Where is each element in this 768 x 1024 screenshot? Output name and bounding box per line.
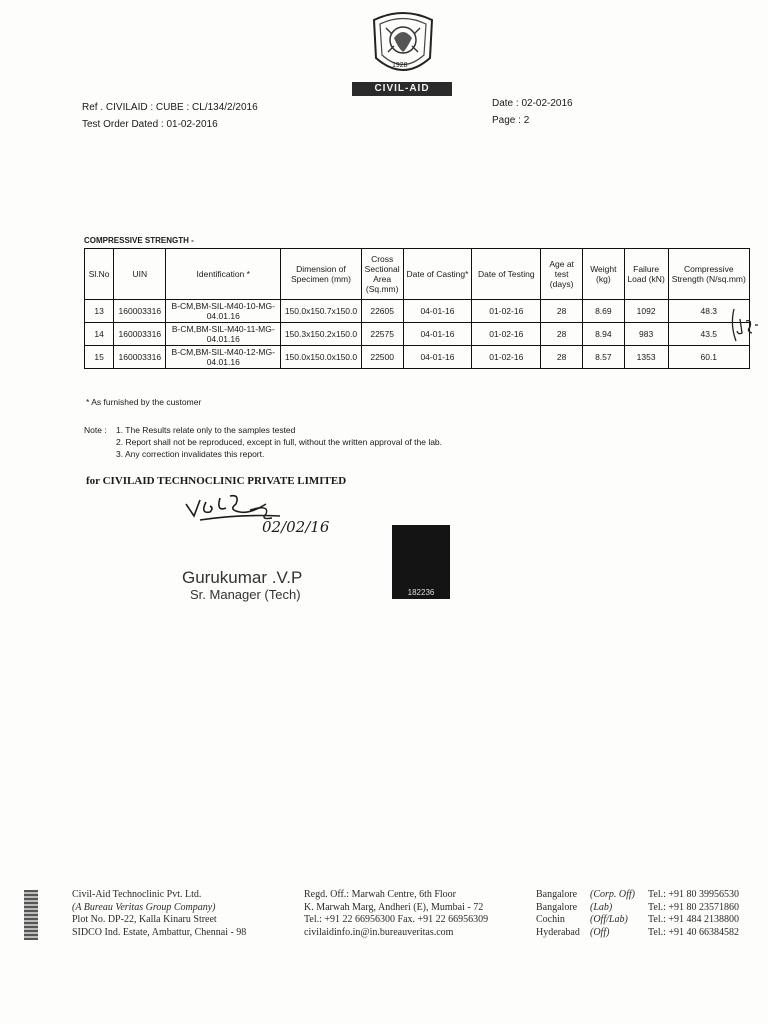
branch-row [536,927,762,940]
col-header-strength: Compressive Strength (N/sq.mm) [668,249,749,300]
cell-failure-load: 1353 [624,346,668,369]
cell-age: 28 [541,323,583,346]
lab-stamp [392,525,450,599]
cell-identification: B-CM,BM-SIL-M40-11-MG-04.01.16 [166,323,281,346]
margin-initials-mark [728,305,762,345]
cell-testing-date: 01-02-16 [472,300,541,323]
branch-type: (Corp. Off) [590,889,635,900]
col-header-age: Age at test (days) [541,249,583,300]
footer-line: Regd. Off.: Marwah Centre, 6th Floor [304,889,457,900]
branch-city: Bangalore [536,901,578,913]
cell-strength: 43.5 [668,323,749,346]
footer-line: civilaidinfo.in@in.bureauveritas.com [304,926,454,938]
footer-line: Tel.: +91 22 66956300 Fax. +91 22 66956309 [304,914,489,925]
footer-line: Plot No. DP-22, Kalla Kinaru Street [72,914,217,925]
branch-type: (Off) [590,926,610,938]
branch-city: Cochin [536,914,565,925]
footer-line: SIDCO Ind. Estate, Ambattur, Chennai - 98 [72,926,247,938]
cell-identification: B-CM,BM-SIL-M40-12-MG-04.01.16 [166,346,281,369]
branch-type: (Off/Lab) [590,914,628,925]
cell-weight: 8.69 [582,300,624,323]
footer-branches [536,889,762,939]
signatory-name: Gurukumar .V.P [182,568,303,587]
branch-type: (Lab) [590,901,613,913]
col-header-dimension: Dimension of Specimen (mm) [281,249,362,300]
cell-uin: 160003316 [114,346,166,369]
cell-dimension: 150.0x150.7x150.0 [281,300,362,323]
col-header-failure-load: Failure Load (kN) [624,249,668,300]
cell-area: 22500 [361,346,403,369]
branch-row [536,914,762,927]
results-table [84,248,750,369]
branch-tel: Tel.: +91 80 39956530 [648,889,740,900]
cell-slno: 15 [85,346,114,369]
cell-casting-date: 04-01-16 [403,300,472,323]
seal-year: 1928 [392,62,408,69]
cell-age: 28 [541,346,583,369]
cell-casting-date: 04-01-16 [403,323,472,346]
branch-tel: Tel.: +91 80 23571860 [648,901,740,913]
footer-barcode-strip [24,890,38,940]
branch-tel: Tel.: +91 484 2138800 [648,914,740,925]
cell-uin: 160003316 [114,300,166,323]
col-header-identification: Identification * [166,249,281,300]
reference-number: Ref . CIVILAID : CUBE : CL/134/2/2016 [82,102,258,113]
test-order-date: Test Order Dated : 01-02-2016 [82,119,218,130]
cell-slno: 13 [85,300,114,323]
cell-dimension: 150.3x150.2x150.0 [281,323,362,346]
footer-line: Civil-Aid Technoclinic Pvt. Ltd. [72,889,202,900]
footer-address-col1 [72,889,246,939]
cell-uin: 160003316 [114,323,166,346]
report-date: Date : 02-02-2016 [492,98,573,109]
cell-testing-date: 01-02-16 [472,346,541,369]
col-header-testing-date: Date of Testing [472,249,541,300]
footer-line: K. Marwah Marg, Andheri (E), Mumbai - 72 [304,901,484,913]
col-header-area: Cross Sectional Area (Sq.mm) [361,249,403,300]
footer-line: (A Bureau Veritas Group Company) [72,901,216,913]
signature-date: 02/02/16 [262,518,330,536]
branch-row [536,902,762,915]
page-number: Page : 2 [492,115,530,126]
cell-area: 22605 [361,300,403,323]
cell-failure-load: 983 [624,323,668,346]
table-row [85,323,750,346]
table-row [85,346,750,369]
signatory-title: Sr. Manager (Tech) [190,587,301,602]
note-item: 1. The Results relate only to the samples tested [116,425,296,435]
company-signoff: for CIVILAID TECHNOCLINIC PRIVATE LIMITED [86,475,347,487]
col-header-casting-date: Date of Casting* [403,249,472,300]
cell-weight: 8.57 [582,346,624,369]
branch-tel: Tel.: +91 40 66384582 [648,926,740,938]
company-seal-logo [366,8,440,80]
branch-city: Bangalore [536,889,578,900]
cell-failure-load: 1092 [624,300,668,323]
col-header-weight: Weight (kg) [582,249,624,300]
cell-strength: 60.1 [668,346,749,369]
note-item: 3. Any correction invalidates this report. [116,449,265,459]
cell-casting-date: 04-01-16 [403,346,472,369]
cell-dimension: 150.0x150.0x150.0 [281,346,362,369]
brand-name: CIVIL-AID [352,82,452,96]
footer-address-col2 [304,889,488,939]
stamp-number: 182236 [407,588,435,597]
cell-testing-date: 01-02-16 [472,323,541,346]
table-row [85,300,750,323]
notes-label: Note : [84,425,107,435]
cell-slno: 14 [85,323,114,346]
cell-strength: 48.3 [668,300,749,323]
col-header-slno: Sl.No [85,249,114,300]
table-header-row [85,249,750,300]
furnished-note: * As furnished by the customer [86,397,202,407]
note-item: 2. Report shall not be reproduced, except in full, without the written approval of the lab. [116,437,443,447]
branch-row [536,889,762,902]
cell-weight: 8.94 [582,323,624,346]
cell-age: 28 [541,300,583,323]
col-header-uin: UIN [114,249,166,300]
cell-area: 22575 [361,323,403,346]
cell-identification: B-CM,BM-SIL-M40-10-MG-04.01.16 [166,300,281,323]
branch-city: Hyderabad [536,926,580,938]
section-title: COMPRESSIVE STRENGTH - [84,236,194,245]
